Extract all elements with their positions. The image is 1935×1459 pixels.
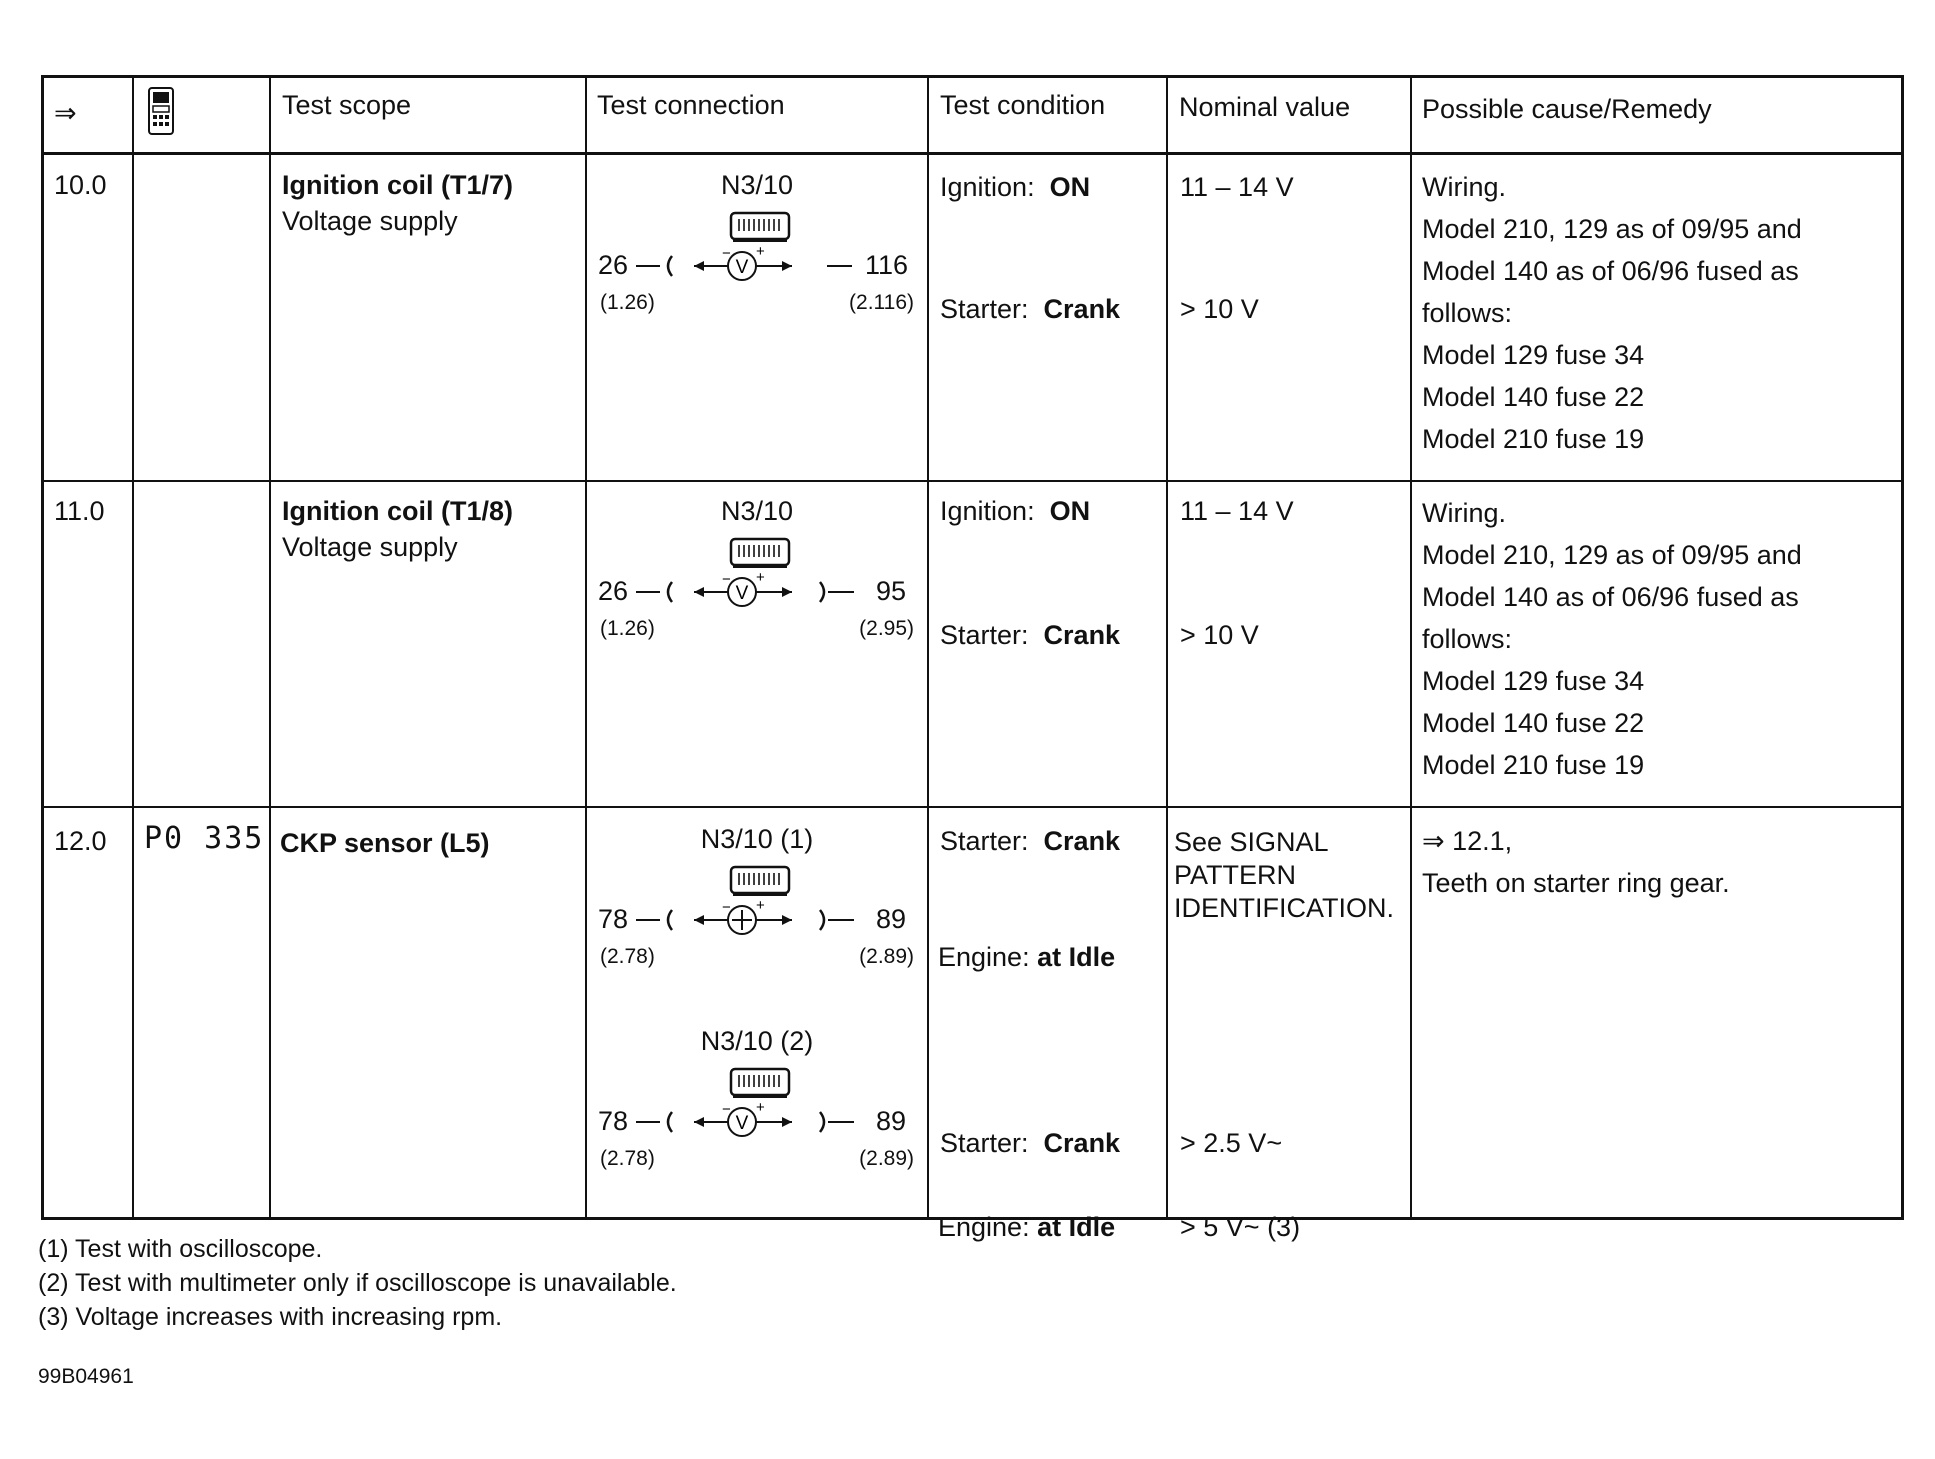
right-ref: (2.89) [859,1147,914,1170]
diagnostic-table [41,75,1904,1242]
condition-label: Engine: at Idle [938,942,1116,972]
remedy-text: Wiring. Model 210, 129 as of 09/95 and Model 140 as of 06/96 fused as follows: Model 129 fuse 34 Model 140 fuse 22 Model 210 fuse 19 [1422,498,1802,780]
header-test-condition: Test condition [940,90,1106,120]
oscilloscope-symbol [632,900,892,940]
condition-label: Ignition: ON [940,496,1091,526]
footnote: (1) Test with oscilloscope. [38,1235,323,1263]
step-number: 11.0 [54,496,105,526]
header-test-scope: Test scope [282,90,412,120]
handheld-tester-icon [145,86,179,138]
header-test-connection: Test connection [597,90,785,120]
scope-title: Ignition coil (T1/8) [282,496,513,526]
right-ref: (2.95) [859,617,914,640]
connector-icon [729,210,793,244]
scope-subtitle: Voltage supply [282,532,458,562]
voltmeter-symbol [632,246,892,286]
condition-label: Starter: Crank [940,294,1121,324]
right-pin: 89 [876,1106,907,1136]
right-ref: (2.116) [849,291,914,314]
svg-text:+: + [756,246,765,260]
left-pin: 78 [598,904,629,934]
nominal-value: > 10 V [1180,294,1259,324]
nominal-value: > 5 V~ (3) [1180,1212,1301,1242]
right-pin: 116 [865,250,909,280]
fault-code: P0 335 [144,821,265,856]
svg-text:+: + [756,900,765,914]
document-id: 99B04961 [38,1365,134,1388]
nominal-value: See SIGNAL PATTERN IDENTIFICATION. [1174,827,1394,923]
nominal-value: > 2.5 V~ [1180,1128,1283,1158]
test-connection-diagram [592,162,922,332]
condition-label: Starter: Crank [940,620,1121,650]
svg-text:−: − [722,900,731,916]
connector-icon [729,864,793,898]
module-label: N3/10 (2) [700,1026,814,1056]
condition-label: Engine: at Idle [938,1212,1116,1242]
condition-label: Starter: Crank [940,1128,1121,1158]
nominal-value: 11 – 14 V [1180,172,1294,202]
svg-text:−: − [722,1102,731,1118]
voltmeter-symbol [632,572,892,612]
right-ref: (2.89) [859,945,914,968]
svg-text:−: − [722,572,731,588]
header-nominal-value: Nominal value [1179,92,1351,122]
condition-label: Ignition: ON [940,172,1091,202]
step-number: 10.0 [54,170,107,200]
footnote: (2) Test with multimeter only if oscilloscope is unavailable. [38,1269,677,1297]
left-ref: (2.78) [600,945,655,968]
svg-text:V: V [735,1113,749,1134]
footnote: (3) Voltage increases with increasing rpm. [38,1303,503,1331]
left-ref: (1.26) [600,617,655,640]
scope-title: CKP sensor (L5) [280,828,490,858]
module-label: N3/10 [720,496,794,526]
remedy-text: Wiring. Model 210, 129 as of 09/95 and Model 140 as of 06/96 fused as follows: Model 129 fuse 34 Model 140 fuse 22 Model 210 fuse 19 [1422,172,1802,454]
right-pin: 89 [876,904,907,934]
connector-icon [729,536,793,570]
test-connection-diagram [592,816,922,986]
svg-text:+: + [756,1102,765,1116]
svg-text:−: − [722,246,731,262]
module-label: N3/10 (1) [700,824,814,854]
right-pin: 95 [876,576,907,606]
condition-label: Starter: Crank [940,826,1121,856]
left-pin: 26 [598,250,629,280]
test-connection-diagram [592,488,922,658]
scope-title: Ignition coil (T1/7) [282,170,513,200]
header-arrow: ⇒ [54,98,77,128]
nominal-value: > 10 V [1180,620,1259,650]
svg-text:V: V [735,583,749,604]
test-connection-diagram [592,1018,922,1188]
connector-icon [729,1066,793,1100]
voltmeter-symbol [632,1102,892,1142]
step-number: 12.0 [54,826,107,856]
header-possible-cause: Possible cause/Remedy [1422,94,1712,124]
scope-subtitle: Voltage supply [282,206,458,236]
remedy-text: ⇒ 12.1, Teeth on starter ring gear. [1422,826,1730,898]
left-pin: 26 [598,576,629,606]
left-pin: 78 [598,1106,629,1136]
module-label: N3/10 [720,170,794,200]
left-ref: (1.26) [600,291,655,314]
svg-text:+: + [756,572,765,586]
left-ref: (2.78) [600,1147,655,1170]
svg-text:V: V [735,257,749,278]
nominal-value: 11 – 14 V [1180,496,1294,526]
